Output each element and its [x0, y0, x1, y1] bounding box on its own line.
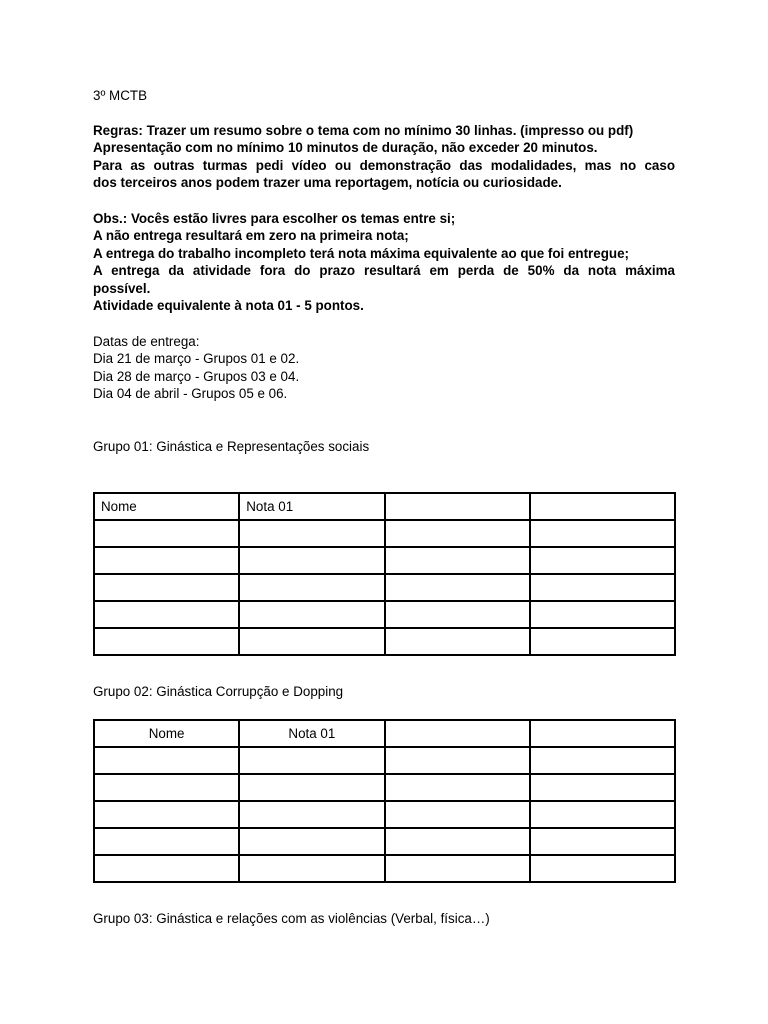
table-cell	[94, 801, 239, 828]
table-cell	[530, 855, 675, 882]
dates-title: Datas de entrega:	[93, 334, 200, 349]
table-cell	[239, 547, 384, 574]
table-cell	[239, 747, 384, 774]
table-row	[94, 574, 675, 601]
table-row	[94, 801, 675, 828]
table-cell	[530, 828, 675, 855]
group-1-title: Grupo 01: Ginástica e Representações sociais	[93, 439, 370, 454]
table-cell	[385, 801, 530, 828]
table-cell	[94, 547, 239, 574]
group-3-title: Grupo 03: Ginástica e relações com as violências (Verbal, física…)	[93, 911, 490, 926]
header-cell-blank	[530, 720, 675, 747]
table-row	[94, 601, 675, 628]
date-item: Dia 21 de março - Grupos 01 e 02.	[93, 351, 300, 366]
table-cell	[94, 628, 239, 655]
header-cell-nota: Nota 01	[239, 493, 384, 520]
table-row	[94, 547, 675, 574]
obs-line-4: A entrega da atividade fora do prazo resultará em perda de 50% da nota máxima	[93, 263, 675, 278]
table-row	[94, 747, 675, 774]
rules-line-1: Regras: Trazer um resumo sobre o tema com no mínimo 30 linhas. (impresso ou pdf)	[93, 123, 634, 138]
table-row	[94, 520, 675, 547]
rules-line-4: dos terceiros anos podem trazer uma reportagem, notícia ou curiosidade.	[93, 175, 562, 190]
table-cell	[530, 520, 675, 547]
group-2-title: Grupo 02: Ginástica Corrupção e Dopping	[93, 684, 344, 699]
table-cell	[94, 574, 239, 601]
table-header-row	[94, 493, 675, 520]
table-cell	[94, 747, 239, 774]
table-cell	[239, 801, 384, 828]
header-cell-blank	[530, 493, 675, 520]
group-1-table	[93, 492, 676, 656]
table-cell	[239, 628, 384, 655]
date-item: Dia 04 de abril - Grupos 05 e 06.	[93, 386, 288, 401]
obs-line-6: Atividade equivalente à nota 01 - 5 pontos.	[93, 298, 364, 313]
table-cell	[385, 520, 530, 547]
table-cell	[239, 574, 384, 601]
obs-line-1: Obs.: Vocês estão livres para escolher os temas entre si;	[93, 211, 456, 226]
table-row	[94, 628, 675, 655]
table-cell	[385, 628, 530, 655]
table-cell	[385, 828, 530, 855]
table-cell	[239, 828, 384, 855]
table-cell	[530, 747, 675, 774]
table-cell	[94, 855, 239, 882]
table-cell	[530, 801, 675, 828]
obs-line-5: possível.	[93, 281, 151, 296]
table-cell	[94, 601, 239, 628]
table-cell	[239, 601, 384, 628]
header-cell-nome: Nome	[94, 720, 239, 747]
obs-line-2: A não entrega resultará em zero na primeira nota;	[93, 228, 409, 243]
header-cell-blank	[385, 493, 530, 520]
table-cell	[530, 601, 675, 628]
table-row	[94, 855, 675, 882]
table-header-row	[94, 720, 675, 747]
header-cell-nota: Nota 01	[239, 720, 384, 747]
date-item: Dia 28 de março - Grupos 03 e 04.	[93, 369, 300, 384]
group-2-table	[93, 719, 676, 883]
table-cell	[530, 628, 675, 655]
table-cell	[385, 774, 530, 801]
table-cell	[94, 774, 239, 801]
table-cell	[239, 520, 384, 547]
table-cell	[239, 774, 384, 801]
document-heading: 3º MCTB	[93, 88, 147, 103]
header-cell-nome: Nome	[94, 493, 239, 520]
table-cell	[385, 747, 530, 774]
obs-line-3: A entrega do trabalho incompleto terá nota máxima equivalente ao que foi entregue;	[93, 246, 629, 261]
table-row	[94, 774, 675, 801]
table-cell	[385, 601, 530, 628]
table-cell	[530, 574, 675, 601]
rules-line-2: Apresentação com no mínimo 10 minutos de duração, não exceder 20 minutos.	[93, 140, 598, 155]
table-cell	[94, 828, 239, 855]
table-cell	[530, 774, 675, 801]
table-cell	[385, 855, 530, 882]
table-cell	[385, 574, 530, 601]
rules-line-3: Para as outras turmas pedi vídeo ou demonstração das modalidades, mas no caso	[93, 158, 675, 173]
header-cell-blank	[385, 720, 530, 747]
table-row	[94, 828, 675, 855]
table-cell	[239, 855, 384, 882]
table-cell	[94, 520, 239, 547]
table-cell	[530, 547, 675, 574]
table-cell	[385, 547, 530, 574]
